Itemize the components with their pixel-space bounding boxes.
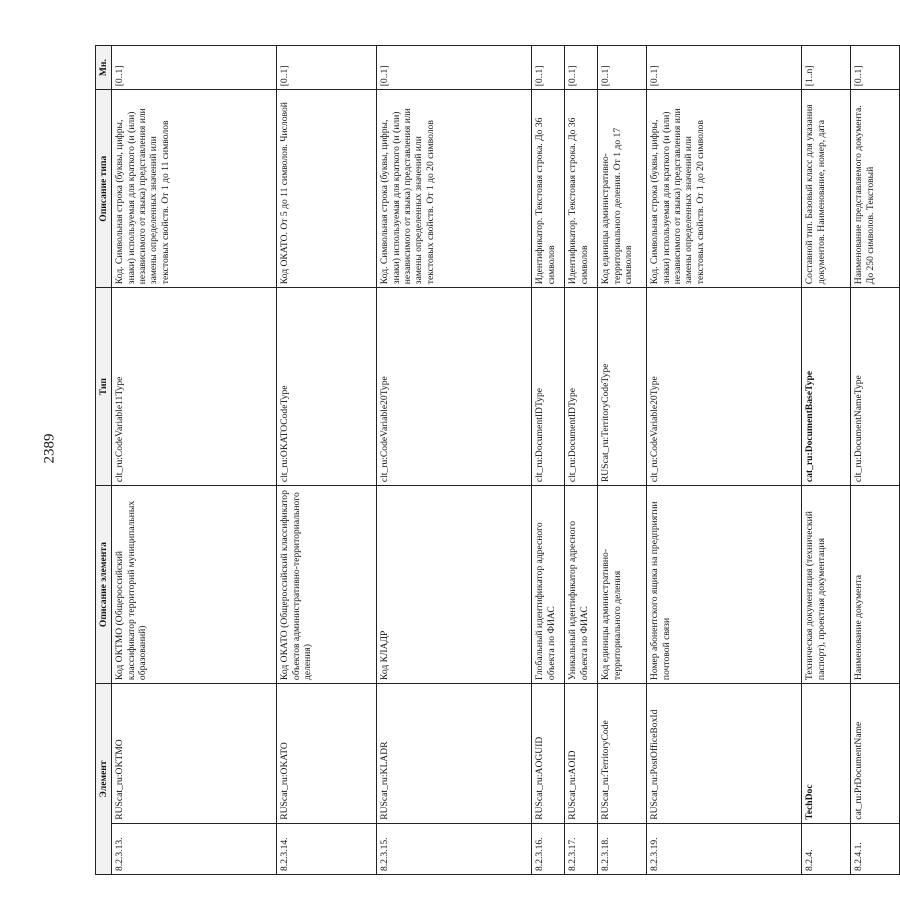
table-row xyxy=(598,46,647,875)
row-type-desc: Наименование представляемого документа. До 250 символов. Текстовый xyxy=(851,90,900,288)
row-element-desc: Номер абонентского ящика на предприятии почтовой связи xyxy=(647,486,802,684)
row-type: clt_ru:OKATOCodeType xyxy=(277,288,377,486)
page-number: 2389 xyxy=(41,433,58,464)
table-row xyxy=(802,46,851,875)
row-number: 8.2.3.18. xyxy=(598,823,647,874)
header-cardinality: Мн. xyxy=(96,46,112,90)
header-element: Элемент xyxy=(96,684,112,875)
row-type-desc: Код. Символьная строка (буквы, цифры, знаки) используемая для краткого (и (или) независимого от языка) представления или замены определенных значений или текстовых свойств. От 1 до 20 символов xyxy=(377,90,532,288)
row-cardinality: [0..1] xyxy=(565,46,598,90)
row-element-name: RUScat_ru:KLADR xyxy=(377,684,532,824)
table-row xyxy=(647,46,802,875)
row-number: 8.2.3.13. xyxy=(112,823,277,874)
row-element-name: RUScat_ru:PostOfficeBoxId xyxy=(647,684,802,824)
table-row xyxy=(277,46,377,875)
header-element-desc: Описание элемента xyxy=(96,486,112,684)
row-cardinality: [0..1] xyxy=(532,46,565,90)
row-element-desc: Уникальный идентификатор адресного объекта по ФИАС xyxy=(565,486,598,684)
row-element-name: RUScat_ru:OKTMO xyxy=(112,684,277,824)
row-type: cat_ru:DocumentBaseType xyxy=(802,288,851,486)
rotated-table-container xyxy=(95,45,876,875)
row-type: clt_ru:CodeVariable20Type xyxy=(377,288,532,486)
row-cardinality: [0..1] xyxy=(112,46,277,90)
row-type-desc: Код. Символьная строка (буквы, цифры, знаки) используемая для краткого (и (или) независимого от языка) представления или замены определенных значений или текстовых свойств. От 1 до 20 символов xyxy=(647,90,802,288)
row-cardinality: [0..1] xyxy=(647,46,802,90)
row-number: 8.2.4.1. xyxy=(851,823,900,874)
table-row xyxy=(565,46,598,875)
header-type-desc: Описание типа xyxy=(96,90,112,288)
elements-table xyxy=(95,45,900,875)
row-element-name: TechDoc xyxy=(802,684,851,824)
row-element-name: cat_ru:PrDocumentName xyxy=(851,684,900,824)
row-element-desc: Техническая документация (технический паспорт), проектная документация xyxy=(802,486,851,684)
row-type: RUScat_ru:TerritoryCodeType xyxy=(598,288,647,486)
table-row xyxy=(532,46,565,875)
row-type: clt_ru:DocumentNameType xyxy=(851,288,900,486)
row-element-desc: Код КЛАДР xyxy=(377,486,532,684)
table-row xyxy=(112,46,277,875)
row-type-desc: Идентификатор. Текстовая строка. До 36 символов xyxy=(565,90,598,288)
row-number: 8.2.4. xyxy=(802,823,851,874)
row-element-desc: Код единицы административно-территориального деления xyxy=(598,486,647,684)
row-number: 8.2.3.16. xyxy=(532,823,565,874)
row-type-desc: Код. Символьная строка (буквы, цифры, знаки) используемая для краткого (и (или) независимого от языка) представления или замены определенных значений или текстовых свойств. От 1 до 11 символов xyxy=(112,90,277,288)
row-type-desc: Идентификатор. Текстовая строка. До 36 символов xyxy=(532,90,565,288)
row-number: 8.2.3.17. xyxy=(565,823,598,874)
row-cardinality: [0..1] xyxy=(598,46,647,90)
row-element-name: RUScat_ru:AOID xyxy=(565,684,598,824)
row-type-desc: Составной тип. Базовый класс для указания документов. Наименование, номер, дата xyxy=(802,90,851,288)
row-number: 8.2.3.19. xyxy=(647,823,802,874)
table-header-row xyxy=(96,46,112,875)
row-element-desc: Наименование документа xyxy=(851,486,900,684)
row-cardinality: [0..1] xyxy=(851,46,900,90)
row-type-desc: Код единицы административно-территориального деления. От 1 до 17 символов xyxy=(598,90,647,288)
row-element-name: RUScat_ru:OKATO xyxy=(277,684,377,824)
row-type: clt_ru:CodeVariable20Type xyxy=(647,288,802,486)
row-type: clt_ru:CodeVariable11Type xyxy=(112,288,277,486)
row-element-desc: Код ОКАТО (Общероссийский классификатор объектов административно-территориального деления) xyxy=(277,486,377,684)
row-cardinality: [1..n] xyxy=(802,46,851,90)
row-number: 8.2.3.15. xyxy=(377,823,532,874)
row-element-desc: Глобальный идентификатор адресного объекта по ФИАС xyxy=(532,486,565,684)
row-cardinality: [0..1] xyxy=(377,46,532,90)
row-element-name: RUScat_ru:AOGUID xyxy=(532,684,565,824)
row-type: clt_ru:DocumentIDType xyxy=(532,288,565,486)
table-row xyxy=(377,46,532,875)
row-type: clt_ru:DocumentIDType xyxy=(565,288,598,486)
row-type-desc: Код ОКАТО. От 5 до 11 символов. Числовой xyxy=(277,90,377,288)
row-cardinality: [0..1] xyxy=(277,46,377,90)
row-element-name: RUScat_ru:TerritoryCode xyxy=(598,684,647,824)
table-row xyxy=(851,46,900,875)
header-type: Тип xyxy=(96,288,112,486)
row-number: 8.2.3.14. xyxy=(277,823,377,874)
row-element-desc: Код ОКТМО (Общероссийский классификатор территорий муниципальных образований) xyxy=(112,486,277,684)
